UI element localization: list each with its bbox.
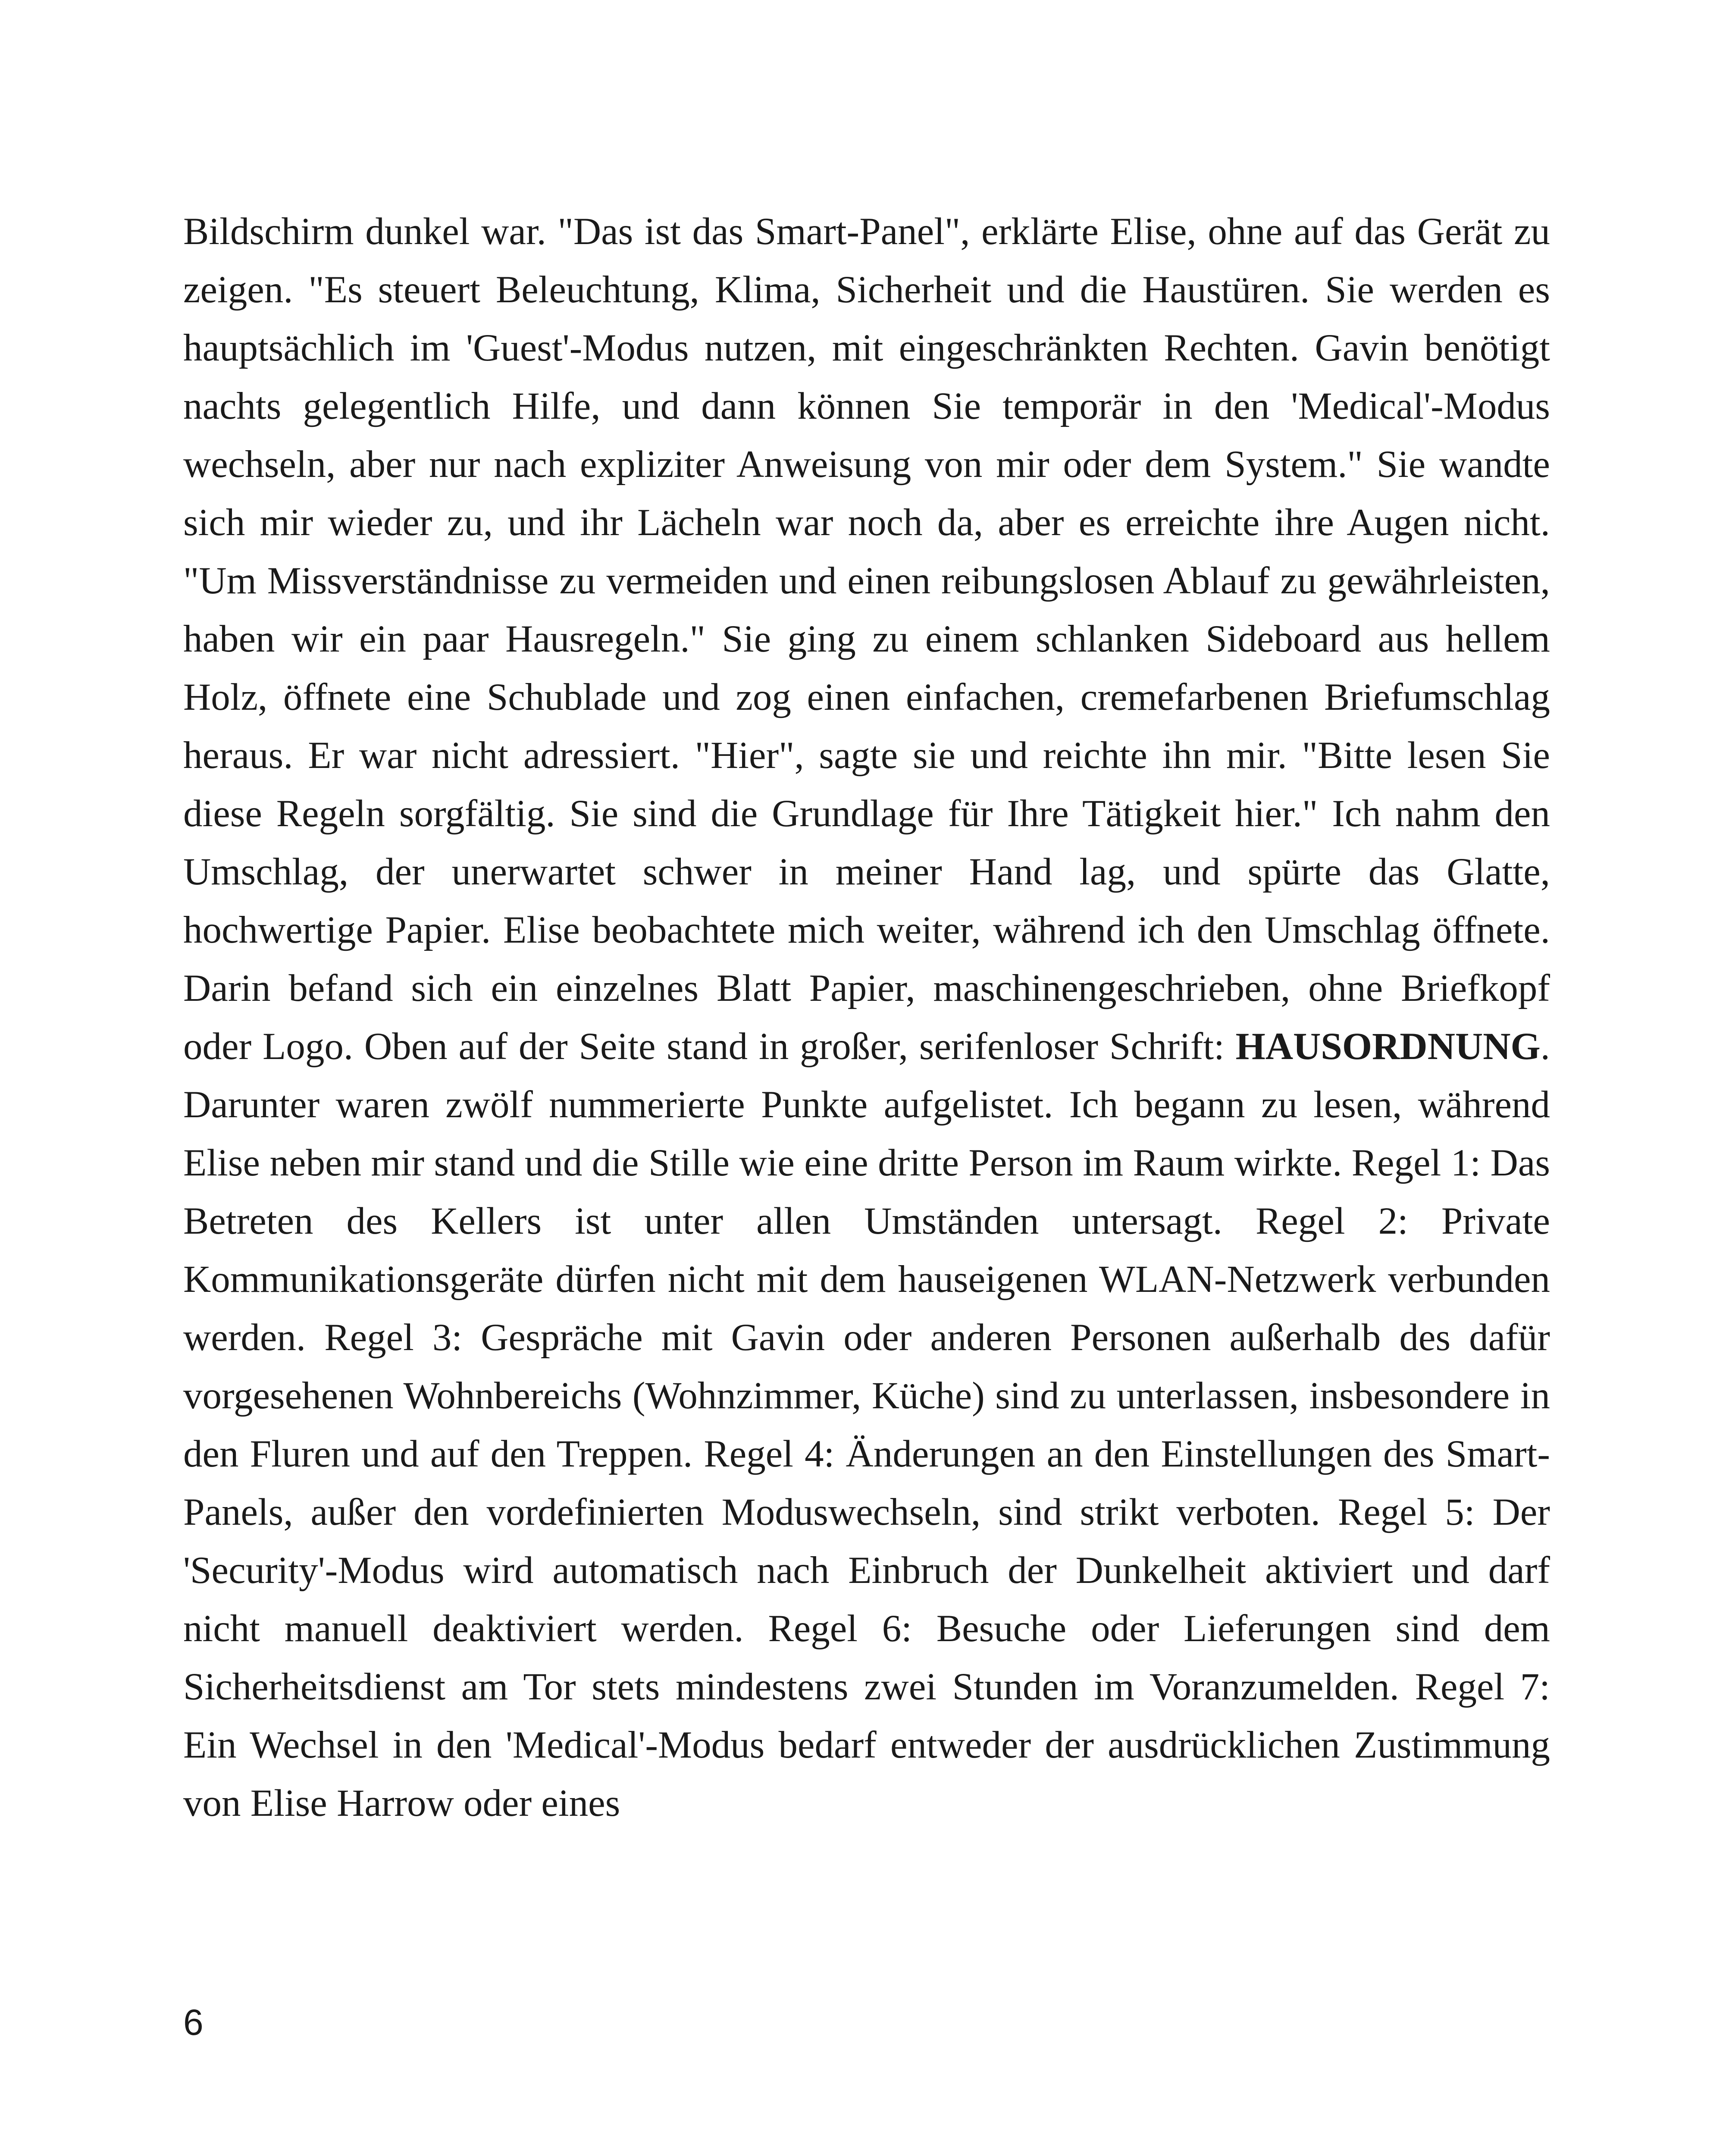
body-paragraph (183, 203, 1550, 1833)
paragraph-text-part-1: Bildschirm dunkel war. "Das ist das Smart-Panel", erklärte Elise, ohne auf das Gerät zu zeigen. "Es steuert Beleuchtung, Klima, Sicherheit und die Haustüren. Sie werden es hauptsächlich im 'Guest'-Modus nutzen, mit eingeschränkten Rechten. Gavin benötigt nachts gelegentlich Hilfe, und dann können Sie temporär in den 'Medical'-Modus wechseln, aber nur nach expliziter Anweisung von mir oder dem System." Sie wandte sich mir wieder zu, und ihr Lächeln war noch da, aber es erreichte ihre Augen nicht. "Um Missverständnisse zu vermeiden und einen reibungslosen Ablauf zu gewährleisten, haben wir ein paar Hausregeln." Sie ging zu einem schlanken Sideboard aus hellem Holz, öffnete eine Schublade und zog einen einfachen, cremefarbenen Briefumschlag heraus. Er war nicht adressiert. "Hier", sagte sie und reichte ihn mir. "Bitte lesen Sie diese Regeln sorgfältig. Sie sind die Grundlage für Ihre Tätigkeit hier." Ich nahm den Umschlag, der unerwartet schwer in meiner Hand lag, und spürte das Glatte, hochwertige Papier. Elise beobachtete mich weiter, während ich den Umschlag öffnete. Darin befand sich ein einzelnes Blatt Papier, maschinengeschrieben, ohne Briefkopf oder Logo. Oben auf der Seite stand in großer, serifenloser Schrift: (183, 210, 1550, 1068)
bold-heading-hausordnung: HAUSORDNUNG (1235, 1025, 1541, 1068)
page-number: 6 (183, 2002, 204, 2043)
paragraph-text-part-2: . Darunter waren zwölf nummerierte Punkte aufgelistet. Ich begann zu lesen, während Elise neben mir stand und die Stille wie eine dritte Person im Raum wirkte. Regel 1: Das Betreten des Kellers ist unter allen Umständen untersagt. Regel 2: Private Kommunikationsgeräte dürfen nicht mit dem hauseigenen WLAN-Netzwerk verbunden werden. Regel 3: Gespräche mit Gavin oder anderen Personen außerhalb des dafür vorgesehenen Wohnbereichs (Wohnzimmer, Küche) sind zu unterlassen, insbesondere in den Fluren und auf den Treppen. Regel 4: Änderungen an den Einstellungen des Smart-Panels, außer den vordefinierten Moduswechseln, sind strikt verboten. Regel 5: Der 'Security'-Modus wird automatisch nach Einbruch der Dunkelheit aktiviert und darf nicht manuell deaktiviert werden. Regel 6: Besuche oder Lieferungen sind dem Sicherheitsdienst am Tor stets mindestens zwei Stunden im Voranzumelden. Regel 7: Ein Wechsel in den 'Medical'-Modus bedarf entweder der ausdrücklichen Zustimmung von Elise Harrow oder eines (183, 1025, 1550, 1824)
